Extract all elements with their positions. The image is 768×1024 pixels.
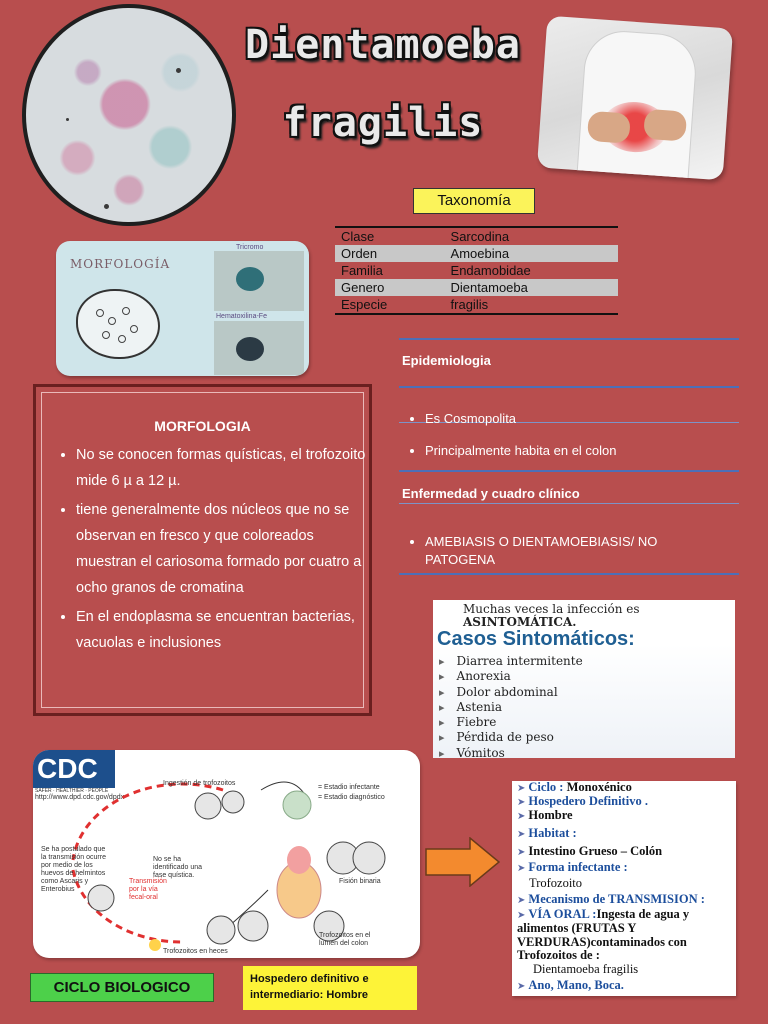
hospedero-label: Hospedero Definitivo . (528, 794, 648, 808)
legend-infective: = Estadio infectante (318, 784, 380, 791)
life-cycle-label: CICLO BIOLOGICO (30, 973, 214, 1002)
arrow-bullet-icon: ➤ (517, 895, 526, 906)
cdc-url[interactable]: http://www.dpd.cdc.gov/dpdx (35, 794, 125, 801)
taxonomy-label: Taxonomía (413, 188, 535, 214)
trophozoite-drawing (76, 289, 160, 359)
stain-caption-1: Tricromo (236, 244, 264, 251)
taxonomy-value: Dientamoeba (445, 279, 618, 296)
habitat-value: Intestino Grueso – Colón (528, 844, 663, 858)
list-item: ▸ Fiebre (439, 715, 583, 730)
cdc-logo: CDC (33, 750, 115, 788)
taxonomy-value: fragilis (445, 296, 618, 314)
binary-fission-label: Fisión binaria (339, 878, 381, 885)
arrow-right-icon (425, 837, 500, 887)
step-4-label: Ingestión de trofozoitos (163, 780, 236, 787)
morphology-title: MORFOLOGIA (154, 418, 251, 434)
symptoms-list (439, 654, 583, 758)
step-3-label: Se ha postulado que la transmisión ocurre por medio de los huevos de helmintos como Ascaris y Enterobius (41, 846, 106, 893)
micrograph-image (22, 4, 236, 226)
epidemiology-list (400, 403, 755, 467)
divider (399, 470, 739, 472)
taxonomy-value: Endamobidae (450, 263, 531, 278)
arrow-bullet-icon: ➤ (517, 797, 526, 808)
taxonomy-value: Sarcodina (445, 227, 618, 245)
species-name: Dientamoeba fragilis (533, 962, 639, 976)
arrow-bullet-icon: ➤ (517, 863, 526, 874)
list-item: • Es Cosmopolita (425, 403, 755, 435)
divider (399, 338, 739, 340)
arrow-bullet-icon: ➤ (517, 811, 526, 822)
trichrome-stain-image (214, 251, 304, 311)
list-item: • tiene generalmente dos núcleos que no se observan en fresco y que coloreados muestran el cariosoma formado por cuatro a ocho granos de cromatina (76, 497, 376, 601)
arrow-bullet-icon: ➤ (517, 981, 526, 992)
via-text: Ingesta de agua y alimentos (FRUTAS Y VERDURAS)contaminados con Trofozoitos de : (517, 907, 690, 963)
transmission-label: Mecanismo de TRANSMISION : (528, 892, 705, 906)
divider (399, 386, 739, 388)
list-item: • AMEBIASIS O DIENTAMOEBIASIS/ NO PATOGENA (425, 533, 725, 569)
symptoms-panel (433, 600, 735, 758)
fecal-oral-label: Transmisión por la vía fecal-oral (129, 878, 167, 901)
no-cyst-note: No se ha identificado una fase quística. (153, 856, 203, 879)
morphology-image-card (56, 241, 309, 376)
ciclo-label: Ciclo : (528, 781, 564, 794)
forma-label: Forma infectante : (528, 860, 628, 874)
host-label: Hospedero definitivo e intermediario: Hombre (243, 966, 417, 1010)
list-item: ▸ Astenia (439, 700, 583, 715)
taxonomy-key: Orden (335, 245, 445, 262)
arrow-bullet-icon: ➤ (517, 847, 526, 858)
taxonomy-value: Amoebina (445, 245, 618, 262)
taxonomy-table (335, 226, 618, 315)
list-item: • No se conocen formas quísticas, el trofozoito mide 6 µ a 12 µ. (76, 442, 376, 494)
life-cycle-diagram (33, 750, 420, 958)
list-item: ▸ Vómitos (439, 746, 583, 758)
symptoms-asymptomatic: ASINTOMÁTICA. (463, 615, 577, 629)
hematoxylin-stain-image (214, 321, 304, 375)
abdominal-pain-photo (537, 16, 733, 181)
feces-label: Trofozoitos en heces (163, 948, 228, 955)
colon-lumen-label: Trofozoitos en el lumen del colon (319, 932, 371, 947)
cdc-logo-tagline: SAFER · HEALTHIER · PEOPLE (35, 788, 109, 794)
symptoms-heading: Casos Sintomáticos: (437, 628, 635, 650)
taxonomy-key: Especie (335, 296, 445, 314)
morphology-box (33, 384, 372, 716)
arrow-bullet-icon: ➤ (517, 910, 526, 921)
hospedero-value: Hombre (528, 808, 573, 822)
disease-title: Enfermedad y cuadro clínico (402, 486, 580, 501)
symptoms-intro: Muchas veces la infección es (463, 602, 640, 616)
arrow-bullet-icon: ➤ (517, 783, 526, 794)
taxonomy-key: Familia (341, 263, 383, 278)
list-item: • Principalmente habita en el colon (425, 435, 755, 467)
morphology-card-label: MORFOLOGÍA (70, 257, 171, 271)
legend-diagnostic: = Estadio diagnóstico (318, 794, 385, 801)
transmission-panel (512, 781, 736, 996)
arrow-bullet-icon: ➤ (517, 829, 526, 840)
divider (399, 573, 739, 575)
via-label: VÍA ORAL : (528, 907, 597, 921)
forma-value: Trofozoito (529, 876, 583, 890)
divider (399, 503, 739, 504)
page-title-line1: Dientamoeba (245, 22, 521, 68)
taxonomy-key: Genero (335, 279, 445, 296)
stain-caption-2: Hematoxilina-Fe (216, 313, 267, 320)
disease-list (400, 533, 725, 569)
list-item: ▸ Diarrea intermitente (439, 654, 583, 669)
habitat-label: Habitat : (528, 826, 577, 840)
epidemiology-title: Epidemiologia (402, 353, 491, 368)
page-title-line2: fragilis (282, 100, 484, 146)
list-item: ▸ Anorexia (439, 669, 583, 684)
taxonomy-key: Clase (335, 227, 445, 245)
list-item: ▸ Dolor abdominal (439, 685, 583, 700)
portal-of-entry: Ano, Mano, Boca. (528, 978, 624, 992)
list-item: ▸ Pérdida de peso (439, 730, 583, 745)
list-item: • En el endoplasma se encuentran bacterias, vacuolas e inclusiones (76, 604, 376, 656)
ciclo-value: Monoxénico (566, 781, 632, 794)
morphology-list (54, 442, 376, 659)
